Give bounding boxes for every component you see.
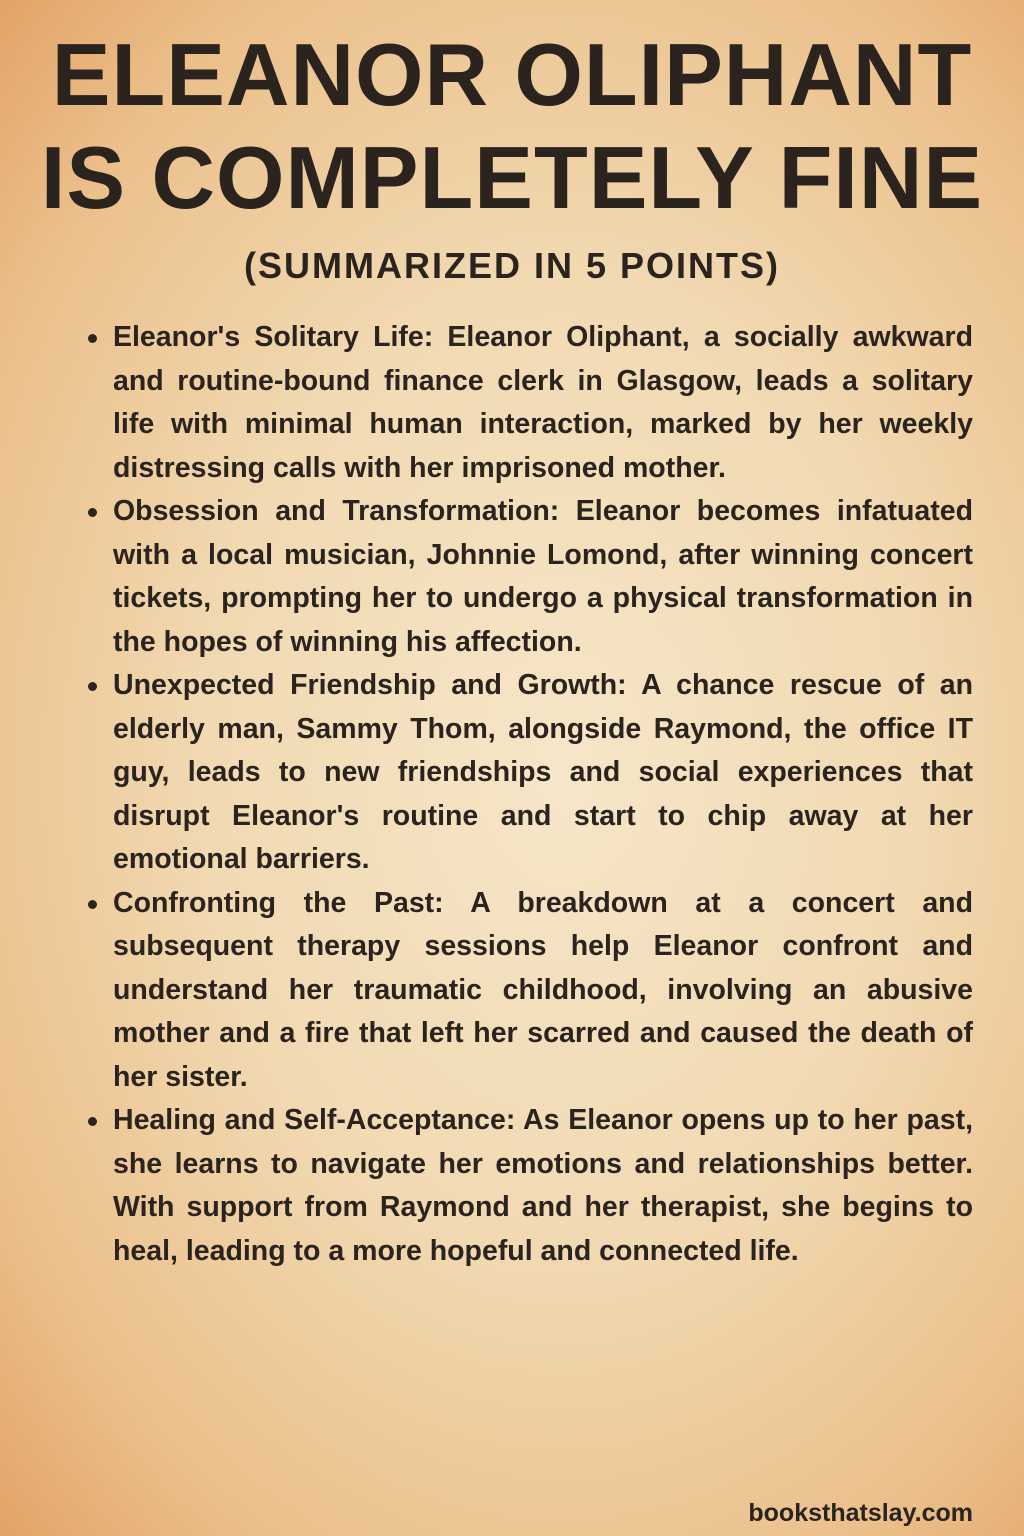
summary-point: Unexpected Friendship and Growth: A chance rescue of an elderly man, Sammy Thom, alongside Raymond, the office IT guy, leads to new friendships and social experiences that disrupt Eleanor's routine and start to chip away at her emotional barriers. [113, 664, 973, 882]
summary-point: Healing and Self-Acceptance: As Eleanor opens up to her past, she learns to navigate her emotions and relationships better. With support from Raymond and her therapist, she begins to heal, leading to a more hopeful and connected life. [113, 1099, 973, 1273]
site-watermark: booksthatslay.com [748, 1499, 973, 1527]
summary-list [113, 316, 973, 1273]
summary-point: Eleanor's Solitary Life: Eleanor Oliphant, a socially awkward and routine-bound finance clerk in Glasgow, leads a solitary life with minimal human interaction, marked by her weekly distressing calls with her imprisoned mother. [113, 316, 973, 490]
title-line-2: IS COMPLETELY FINE [40, 128, 984, 227]
subtitle: (SUMMARIZED IN 5 POINTS) [243, 245, 780, 286]
title-line-1: ELEANOR OLIPHANT [51, 25, 973, 124]
summary-point: Confronting the Past: A breakdown at a concert and subsequent therapy sessions help Eleanor confront and understand her traumatic childhood, involving an abusive mother and a fire that left her scarred and caused the death of her sister. [113, 882, 973, 1100]
summary-point: Obsession and Transformation: Eleanor becomes infatuated with a local musician, Johnnie Lomond, after winning concert tickets, prompting her to undergo a physical transformation in the hopes of winning his affection. [113, 490, 973, 664]
